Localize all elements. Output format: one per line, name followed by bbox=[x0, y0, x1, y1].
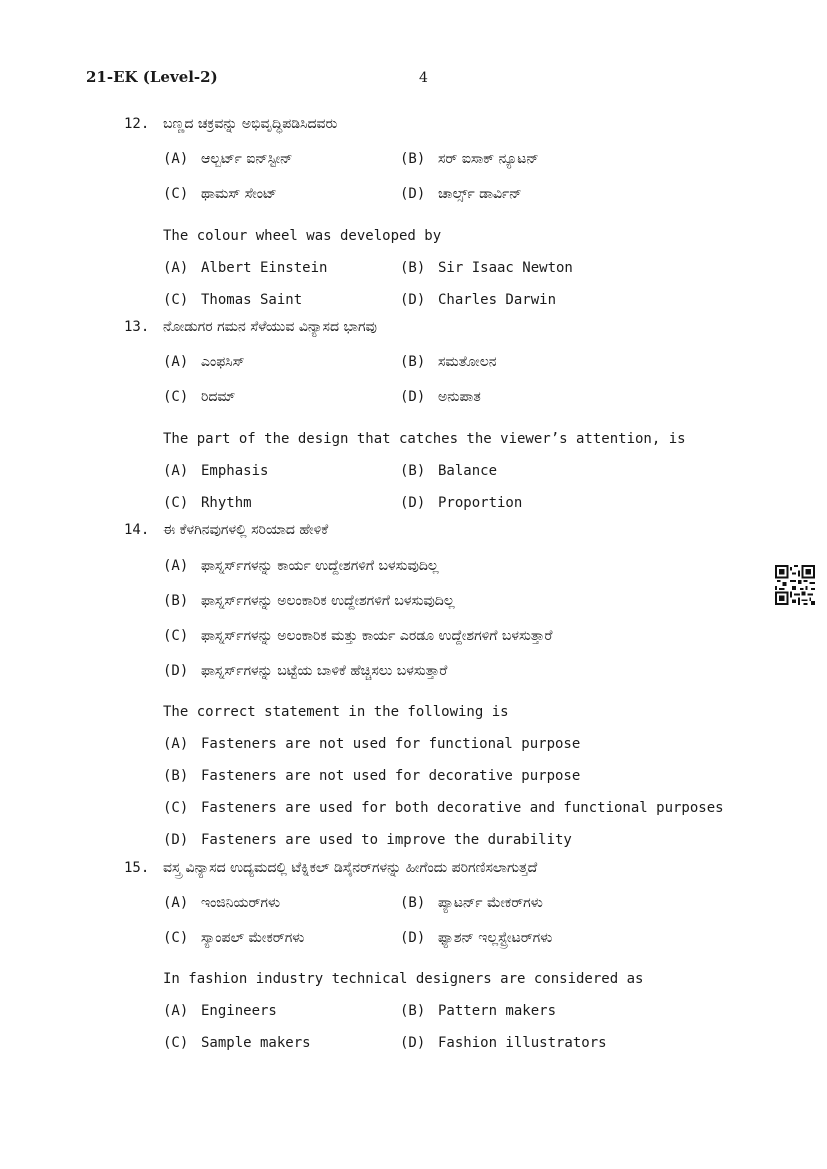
option-label: (D) bbox=[400, 1035, 426, 1051]
english-option-a: Fasteners are not used for functional purpose bbox=[201, 736, 581, 752]
english-option-a: Albert Einstein bbox=[201, 260, 328, 276]
option-label: (C) bbox=[163, 495, 189, 511]
kannada-option-b: ಫಾಸ್ನರ್ಸ್‌ಗಳನ್ನು ಅಲಂಕಾರಿಕ ಉದ್ದೇಶಗಳಿಗೆ ಬಳಸುವುದಿಲ್ಲ bbox=[201, 593, 455, 609]
kannada-option-d: ಚಾರ್ಲ್ಸ್ ಡಾರ್ವಿನ್ bbox=[438, 186, 522, 202]
english-option-c: Fasteners are used for both decorative and functional purposes bbox=[201, 800, 724, 816]
option-label: (A) bbox=[163, 463, 189, 479]
english-option-c: Thomas Saint bbox=[201, 292, 303, 308]
english-option-d: Proportion bbox=[438, 495, 523, 511]
option-label: (C) bbox=[163, 1035, 189, 1051]
english-option-b: Sir Isaac Newton bbox=[438, 260, 573, 276]
option-label: (D) bbox=[400, 389, 426, 405]
kannada-option-a: ಫಾಸ್ನರ್ಸ್‌ಗಳನ್ನು ಕಾರ್ಯ ಉದ್ದೇಶಗಳಿಗೆ ಬಳಸುವುದಿಲ್ಲ bbox=[201, 558, 439, 574]
kannada-stem: ನೋಡುಗರ ಗಮನ ಸೆಳೆಯುವ ವಿನ್ಯಾಸದ ಭಾಗವು bbox=[163, 319, 377, 335]
option-label: (D) bbox=[163, 663, 189, 679]
option-label: (D) bbox=[400, 186, 426, 202]
option-label: (B) bbox=[400, 463, 426, 479]
kannada-option-d: ಫ್ಯಾಶನ್ ಇಲ್ಲಸ್ಟ್ರೇಟರ್‌ಗಳು bbox=[438, 930, 553, 946]
kannada-stem: ವಸ್ತ್ರ ವಿನ್ಯಾಸದ ಉದ್ಯಮದಲ್ಲಿ ಟೆಕ್ನಿಕಲ್ ಡಿಸೈನರ್‌ಗಳನ್ನು ಹೀಗೆಂದು ಪರಿಗಣಿಸಲಾಗುತ್ತದೆ bbox=[163, 860, 538, 876]
option-label: (B) bbox=[400, 354, 426, 370]
option-label: (A) bbox=[163, 260, 189, 276]
english-option-a: Engineers bbox=[201, 1003, 277, 1019]
option-label: (C) bbox=[163, 186, 189, 202]
option-label: (B) bbox=[163, 593, 189, 609]
english-option-d: Fasteners are used to improve the durability bbox=[201, 832, 572, 848]
english-stem: In fashion industry technical designers are considered as bbox=[163, 971, 644, 987]
question-number: 14. bbox=[124, 522, 150, 538]
option-label: (C) bbox=[163, 389, 189, 405]
qr-code-icon bbox=[775, 565, 815, 605]
option-label: (C) bbox=[163, 292, 189, 308]
option-label: (A) bbox=[163, 736, 189, 752]
kannada-stem: ಬಣ್ಣದ ಚಕ್ರವನ್ನು ಅಭಿವೃದ್ಧಿಪಡಿಸಿದವರು bbox=[163, 116, 338, 132]
option-label: (C) bbox=[163, 628, 189, 644]
option-label: (C) bbox=[163, 800, 189, 816]
kannada-option-b: ಸರ್ ಐಸಾಕ್ ನ್ಯೂಟನ್ bbox=[438, 151, 539, 167]
english-option-d: Charles Darwin bbox=[438, 292, 557, 308]
option-label: (A) bbox=[163, 1003, 189, 1019]
option-label: (A) bbox=[163, 895, 189, 911]
option-label: (D) bbox=[400, 292, 426, 308]
page-number: 4 bbox=[419, 70, 428, 86]
english-option-c: Sample makers bbox=[201, 1035, 311, 1051]
option-label: (D) bbox=[163, 832, 189, 848]
english-stem: The correct statement in the following is bbox=[163, 704, 509, 720]
kannada-option-c: ರಿದಮ್ bbox=[201, 389, 236, 405]
option-label: (A) bbox=[163, 558, 189, 574]
paper-code: 21-EK (Level-2) bbox=[86, 68, 218, 86]
kannada-option-d: ಫಾಸ್ನರ್ಸ್‌ಗಳನ್ನು ಬಟ್ಟೆಯ ಬಾಳಿಕೆ ಹೆಚ್ಚಿಸಲು ಬಳಸುತ್ತಾರೆ bbox=[201, 663, 448, 679]
kannada-option-b: ಸಮತೋಲನ bbox=[438, 354, 497, 370]
option-label: (B) bbox=[163, 768, 189, 784]
kannada-option-c: ಥಾಮಸ್ ಸೇಂಟ್ bbox=[201, 186, 277, 202]
english-option-b: Pattern makers bbox=[438, 1003, 557, 1019]
option-label: (B) bbox=[400, 895, 426, 911]
option-label: (A) bbox=[163, 354, 189, 370]
english-stem: The colour wheel was developed by bbox=[163, 228, 442, 244]
question-number: 13. bbox=[124, 319, 150, 335]
option-label: (B) bbox=[400, 1003, 426, 1019]
question-number: 15. bbox=[124, 860, 150, 876]
english-option-b: Balance bbox=[438, 463, 498, 479]
option-label: (D) bbox=[400, 930, 426, 946]
kannada-option-a: ಇಂಜಿನಿಯರ್‌ಗಳು bbox=[201, 895, 281, 911]
option-label: (A) bbox=[163, 151, 189, 167]
option-label: (C) bbox=[163, 930, 189, 946]
option-label: (B) bbox=[400, 151, 426, 167]
kannada-option-a: ಆಲ್ಬರ್ಟ್ ಐನ್‌ಸ್ಟೀನ್ bbox=[201, 151, 293, 167]
question-number: 12. bbox=[124, 116, 150, 132]
option-label: (D) bbox=[400, 495, 426, 511]
kannada-option-a: ಎಂಫಸಿಸ್ bbox=[201, 354, 245, 370]
kannada-option-d: ಅನುಪಾತ bbox=[438, 389, 481, 405]
option-label: (B) bbox=[400, 260, 426, 276]
kannada-option-b: ಪ್ಯಾಟರ್ನ್ ಮೇಕರ್‌ಗಳು bbox=[438, 895, 543, 911]
kannada-option-c: ಸ್ಯಾಂಪಲ್ ಮೇಕರ್‌ಗಳು bbox=[201, 930, 305, 946]
english-option-c: Rhythm bbox=[201, 495, 252, 511]
english-option-b: Fasteners are not used for decorative purpose bbox=[201, 768, 581, 784]
kannada-option-c: ಫಾಸ್ನರ್ಸ್‌ಗಳನ್ನು ಅಲಂಕಾರಿಕ ಮತ್ತು ಕಾರ್ಯ ಎರಡೂ ಉದ್ದೇಶಗಳಿಗೆ ಬಳಸುತ್ತಾರೆ bbox=[201, 628, 553, 644]
english-option-d: Fashion illustrators bbox=[438, 1035, 607, 1051]
english-stem: The part of the design that catches the viewer’s attention, is bbox=[163, 431, 686, 447]
kannada-stem: ಈ ಕೆಳಗಿನವುಗಳಲ್ಲಿ ಸರಿಯಾದ ಹೇಳಿಕೆ bbox=[163, 522, 329, 538]
english-option-a: Emphasis bbox=[201, 463, 269, 479]
